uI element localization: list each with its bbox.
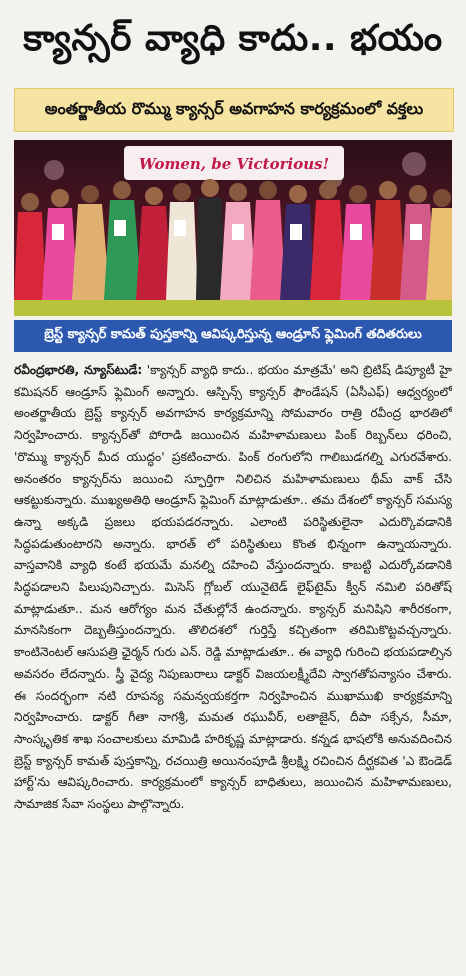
book-icon (114, 220, 126, 236)
article-body (14, 360, 452, 970)
dateline: రవీంద్రభారతి, న్యూస్‌టుడే: (14, 363, 143, 377)
person (220, 183, 256, 300)
headline: క్యాన్సర్ వ్యాధి కాదు.. భయం (23, 18, 443, 59)
person (42, 189, 78, 300)
book-icon (410, 224, 422, 240)
book-icon (174, 220, 186, 236)
event-photo (14, 140, 452, 316)
person (310, 181, 346, 300)
stage-floor (14, 298, 452, 316)
book-icon (52, 224, 64, 240)
person (340, 185, 376, 300)
stage-light (44, 160, 64, 180)
book-icon (232, 224, 244, 240)
event-photo-illustration (14, 140, 452, 316)
book-icon (290, 224, 302, 240)
person (166, 183, 198, 300)
stage-light (402, 152, 426, 176)
person (104, 181, 142, 300)
person (280, 185, 314, 300)
person (136, 187, 172, 300)
photo-caption: బ్రెస్ట్ క్యాన్సర్ కామత్ పుస్తకాన్ని ఆవిష్కరిస్తున్న ఆండ్రూస్ ఫ్లెమింగ్ తదితరులు (14, 320, 452, 352)
person (72, 185, 110, 300)
person (370, 181, 406, 300)
person (14, 193, 46, 300)
book-icon (350, 224, 362, 240)
banner-text: Women, be Victorious! (138, 155, 330, 173)
subheadline: అంతర్జాతీయ రొమ్ము క్యాన్సర్ అవగాహన కార్యక్రమంలో వక్తలు (14, 88, 454, 132)
person (196, 179, 224, 300)
person (250, 181, 286, 300)
article-text: 'క్యాన్సర్ వ్యాధి కాదు.. భయం మాత్రమే' అని బ్రిటిష్ డిప్యూటీ హై కమిషనర్ ఆండ్రూస్ ఫ్లెమింగ్ అన్నారు. ఆస్పిన్స్ క్యాన్సర్ ఫౌండేషన్ (ఏసీఎఫ్) ఆధ్వర్యంలో అంతర్జాతీయ బ్రెస్ట్ క్యాన్సర్ అవగాహన కార్యక్రమాన్ని సోమవారం రాత్రి రవీంద్ర భారతిలో నిర్వహించారు. క్యాన్సర్‌తో పోరాడి జయించిన మహిళామణులు పింక్ రిబ్బన్‌లు ధరించి, 'రొమ్ము క్యాన్సర్ మీద యుద్ధం' ప్రకటించారు. పింక్ రంగులోని గాలిబుడగల్ని ఎగురవేశారు. అనంతరం క్యాన్సర్‌ను జయించి స్ఫూర్తిగా నిలిచిన మహిళామణులు థీమ్ వాక్ చేసి ఆకట్టుకున్నారు. ముఖ్యఅతిథి ఆండ్రూస్ ఫ్లెమింగ్ మాట్లాడుతూ.. తమ దేశంలో క్యాన్సర్ సమస్య ఉన్నా అక్కడి ప్రజలు భయపడరన్నారు. ఎలాంటి పరిస్థితులైనా ఎదుర్కొవడానికి సిద్ధపడుతుంటారని అన్నారు. భారత్ లో పరిస్థితులు కొంత భిన్నంగా ఉన్నాయన్నారు. వాస్తవానికి వ్యాధి కంటే భయమే మనల్ని దహించి వేస్తుందన్నారు. కాబట్టి ఎదుర్కోవడానికి సిద్ధపడాలని పిలుపునిచ్చారు. మిసెస్ గ్లోబల్ యునైటెడ్ లైఫ్‌టైమ్ క్వీన్ నమిలి పరితోష్ మాట్లాడుతూ.. మన ఆరోగ్యం మన చేతుల్లోనే ఉందన్నారు. క్యాన్సర్ మనిషిని శారీరకంగా, మానసికంగా దెబ్బతీస్తుందన్నారు. తొలిదశలో గుర్తిస్తే కచ్చితంగా తరిమికొట్టవచ్చన్నారు. కాంటినెంటల్ ఆసుపత్రి ఛైర్మన్ గురు ఎన్. రెడ్డి మాట్లాడుతూ.. ఈ వ్యాధి గురించి భయపడాల్సిన అవసరం లేదన్నారు. స్త్రీ వైద్య నిపుణురాలు డాక్టర్ విజయలక్ష్మీదేవి స్వాగతోపన్యాసం చేశారు. ఈ సందర్భంగా నటి రూపన్య సమన్వయకర్తగా నిర్వహించిన ముఖాముఖి కార్యక్రమాన్ని నిర్వహించారు. డాక్టర్ గీతా నాగశ్రీ, మమత రఘువీర్, లతాజైన్, దీపా సక్సేన, సీమా, సాంస్కృతిక శాఖ సంచాలకులు మామిడి హరికృష్ణ మాట్లాడారు. కన్నడ భాషలోకి అనువదించిన బ్రెస్ట్ క్యాన్సర్ కామత్ పుస్తకాన్ని, రచయిత్రి అయినంపూడి శ్రీలక్ష్మి రచించిన దీర్ఘకవిత 'ఎ ఔండెడ్ హార్ట్'ను ఆవిష్కరించారు. కార్యక్రమంలో క్యాన్సర్ బాధితులు, జయించిన మహిళామణులు, సామాజిక సేవా సంస్థలు పాల్గొన్నారు. (14, 363, 452, 812)
